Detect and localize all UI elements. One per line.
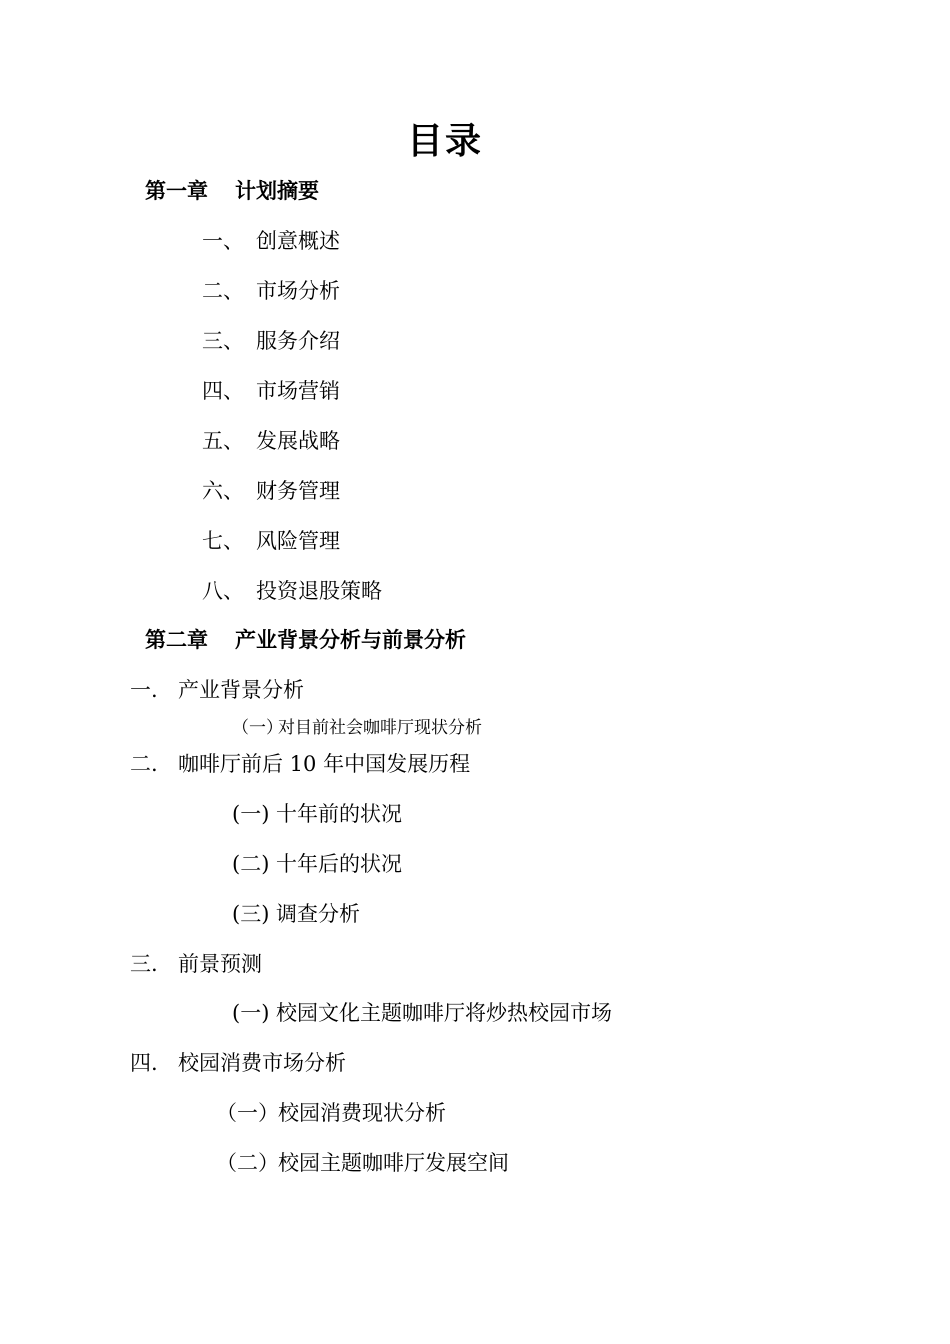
entry-text: 创意概述 — [256, 229, 340, 253]
entry-text: 校园主题咖啡厅发展空间 — [278, 1151, 509, 1175]
entry-number: 二、 — [202, 279, 244, 303]
toc-entry-2-3-1[interactable]: (一) 校园文化主题咖啡厅将炒热校园市场 — [232, 1001, 613, 1025]
entry-number: 三. — [130, 952, 158, 976]
entry-text: 校园消费市场分析 — [178, 1051, 346, 1075]
entry-number: 四、 — [202, 379, 244, 403]
chapter-2-heading[interactable] — [145, 626, 466, 654]
entry-number: 七、 — [202, 529, 244, 553]
entry-text: 产业背景分析 — [178, 678, 304, 702]
entry-number: 六、 — [202, 479, 244, 503]
toc-entry-1-7[interactable] — [202, 527, 340, 555]
entry-text: 投资退股策略 — [256, 579, 382, 603]
chapter-title: 计划摘要 — [235, 179, 319, 203]
entry-number: 四. — [130, 1051, 158, 1075]
toc-entry-1-5[interactable] — [202, 427, 340, 455]
entry-text: 校园消费现状分析 — [278, 1101, 446, 1125]
entry-number: （一） — [232, 718, 283, 738]
entry-number: （一） — [216, 1101, 279, 1125]
toc-entry-2-2-1[interactable]: (一) 十年前的状况 — [232, 802, 403, 826]
page-title: 目录 — [406, 121, 483, 162]
entry-text: 对目前社会咖啡厅现状分析 — [278, 718, 482, 738]
entry-number: （二） — [216, 1151, 279, 1175]
toc-entry-1-3[interactable] — [202, 327, 340, 355]
toc-entry-2-1[interactable] — [130, 676, 304, 704]
toc-entry-2-4[interactable] — [130, 1049, 346, 1077]
entry-number: 二. — [130, 752, 158, 776]
toc-entry-2-4-2[interactable] — [216, 1149, 509, 1177]
toc-entry-2-2-2[interactable]: (二) 十年后的状况 — [232, 852, 403, 876]
toc-entry-2-2[interactable] — [130, 750, 470, 778]
chapter-title: 产业背景分析与前景分析 — [235, 628, 466, 652]
toc-entry-1-1[interactable] — [202, 227, 340, 255]
toc-entry-2-1-1[interactable] — [232, 714, 482, 742]
toc-entry-1-2[interactable] — [202, 277, 340, 305]
entry-text: 市场分析 — [256, 279, 340, 303]
toc-entry-1-4[interactable] — [202, 377, 340, 405]
toc-entry-1-8[interactable] — [202, 577, 382, 605]
entry-text: 服务介绍 — [256, 329, 340, 353]
toc-entry-2-2-3[interactable]: (三) 调查分析 — [232, 902, 361, 926]
entry-number: 三、 — [202, 329, 244, 353]
entry-number: 一. — [130, 678, 158, 702]
entry-number: 一、 — [202, 229, 244, 253]
entry-text: 前景预测 — [178, 952, 262, 976]
toc-entry-1-6[interactable] — [202, 477, 340, 505]
chapter-number: 第一章 — [145, 179, 208, 203]
chapter-number: 第二章 — [145, 628, 208, 652]
entry-number: 五、 — [202, 429, 244, 453]
entry-text: 市场营销 — [256, 379, 340, 403]
entry-text: 风险管理 — [256, 529, 340, 553]
entry-number: 八、 — [202, 579, 244, 603]
entry-text: 发展战略 — [256, 429, 340, 453]
entry-text: 财务管理 — [256, 479, 340, 503]
toc-entry-2-3[interactable] — [130, 950, 262, 978]
entry-text: 咖啡厅前后 10 年中国发展历程 — [178, 752, 471, 776]
toc-entry-2-4-1[interactable] — [216, 1099, 446, 1127]
chapter-1-heading[interactable] — [145, 177, 319, 205]
